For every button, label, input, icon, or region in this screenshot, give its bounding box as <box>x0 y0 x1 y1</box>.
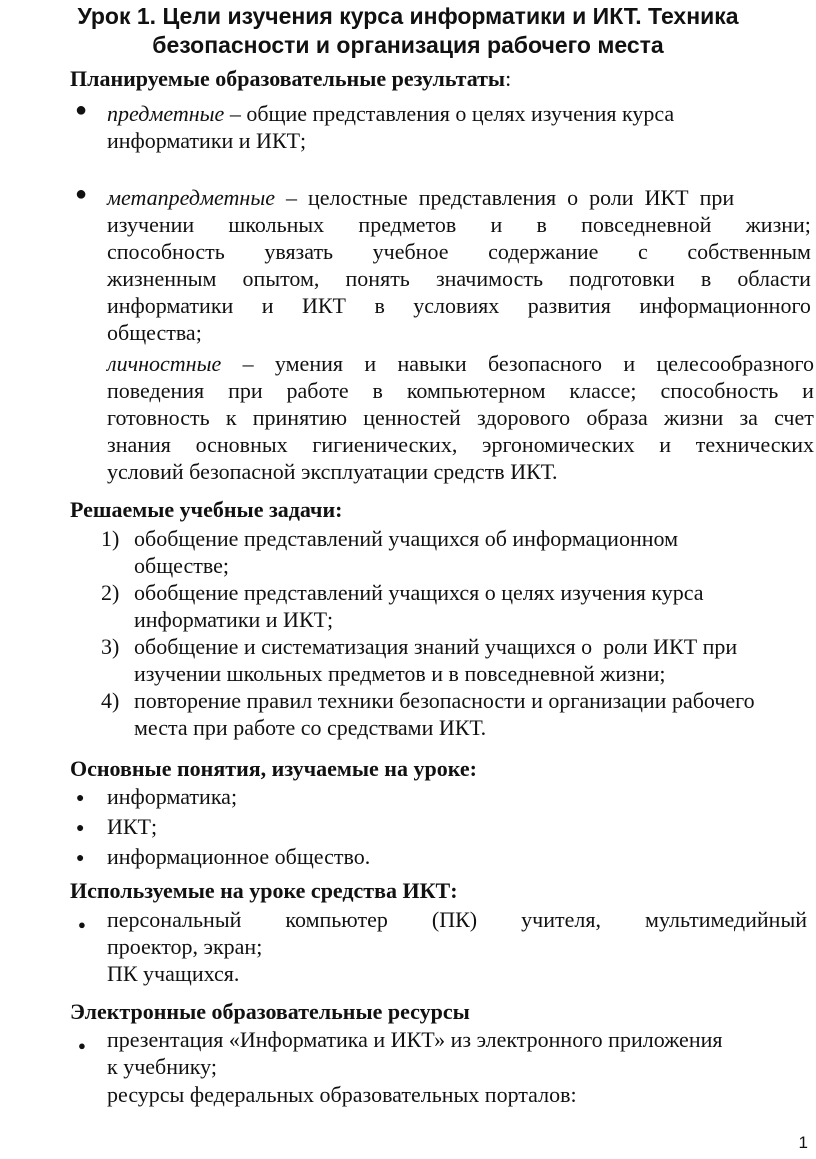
concept-item: информационное общество. <box>107 844 371 869</box>
metasubject-line-6: общества; <box>107 320 202 345</box>
word: и <box>490 212 503 237</box>
word: технических <box>695 432 814 457</box>
word: учебное <box>372 239 449 264</box>
word: гигиенических, <box>312 432 458 457</box>
bullet-icon: ● <box>78 917 86 932</box>
ict-tools-heading: Используемые на уроке средства ИКТ: <box>70 878 458 903</box>
word: готовность <box>107 405 210 430</box>
word: жизни; <box>745 212 811 237</box>
word: развития <box>527 293 611 318</box>
task-item: повторение правил техники безопасности и организации рабочего <box>134 688 755 713</box>
resources-line-2: к учебнику; <box>107 1054 217 1079</box>
word: информатики <box>107 293 234 318</box>
word: принятию <box>252 405 348 430</box>
ict-tools-line-1 <box>107 906 807 933</box>
ict-tools-line-3: ПК учащихся. <box>107 961 240 986</box>
word: увязать <box>264 239 334 264</box>
concept-item: ИКТ; <box>107 814 158 839</box>
word: классе; <box>569 378 637 403</box>
subject-outcome-cont: информатики и ИКТ; <box>107 128 307 153</box>
word: эргономических <box>482 432 635 457</box>
word: в <box>700 266 712 291</box>
word: и <box>659 432 672 457</box>
subject-outcome: предметные – общие представления о целях изучения курса <box>107 101 675 126</box>
personal-line-4 <box>107 431 814 458</box>
concept-item: информатика; <box>107 784 238 809</box>
resources-heading: Электронные образовательные ресурсы <box>70 999 470 1024</box>
word: способность <box>107 239 225 264</box>
concepts-heading: Основные понятия, изучаемые на уроке: <box>70 756 477 781</box>
word: счет <box>774 405 814 430</box>
word: в <box>372 378 383 403</box>
word: ценностей <box>363 405 461 430</box>
bullet-icon: ● <box>76 851 85 866</box>
word: предметов <box>358 212 457 237</box>
personal-line-5: условий безопасной эксплуатации средств ИКТ. <box>107 459 558 484</box>
word: в <box>536 212 547 237</box>
word: знания <box>107 432 171 457</box>
word: жизни <box>664 405 724 430</box>
task-item-cont: изучении школьных предметов и в повседневной жизни; <box>134 661 666 686</box>
word: учителя, <box>521 907 601 932</box>
metasubject-line-3 <box>107 238 811 265</box>
page-title <box>0 2 816 60</box>
metasubject-line-4 <box>107 265 811 292</box>
word: целесообразного <box>656 351 814 376</box>
word: собственным <box>687 239 811 264</box>
word: поведения <box>107 378 205 403</box>
word: значимость <box>435 266 544 291</box>
metasubject-line-2 <box>107 211 811 238</box>
word: с <box>638 239 648 264</box>
word: повседневной <box>581 212 712 237</box>
word: и <box>802 378 814 403</box>
task-item-cont: обществе; <box>134 553 229 578</box>
word: образа <box>586 405 648 430</box>
word: навыки <box>397 351 467 376</box>
word: (ПК) <box>431 907 478 932</box>
bullet-icon: ● <box>76 791 85 806</box>
task-item-cont: информатики и ИКТ; <box>134 607 334 632</box>
task-item-cont: места при работе со средствами ИКТ. <box>134 715 487 740</box>
title-line-1: Урок 1. Цели изучения курса информатики и ИКТ. Техника <box>77 3 739 29</box>
word: школьных <box>228 212 325 237</box>
resources-line-3: ресурсы федеральных образовательных порталов: <box>107 1082 577 1107</box>
word: содержание <box>488 239 599 264</box>
word: работе <box>286 378 349 403</box>
word: за <box>739 405 758 430</box>
task-number: 3) <box>101 634 120 659</box>
word: безопасного <box>487 351 603 376</box>
word: компьютерном <box>406 378 546 403</box>
outcomes-heading: Планируемые образовательные результаты: <box>70 66 512 91</box>
personal-term: личностные <box>107 351 222 376</box>
word: опытом, <box>242 266 320 291</box>
word: мультимедийный <box>645 907 807 932</box>
word: в <box>374 293 385 318</box>
bullet-icon: ● <box>75 99 88 121</box>
resources-line-1: презентация «Информатика и ИКТ» из электронного приложения <box>107 1027 723 1052</box>
task-item: обобщение и систематизация знаний учащихся о роли ИКТ при <box>134 634 738 659</box>
metasubject-line-5 <box>107 292 811 319</box>
metasubject-outcome: метапредметные – целостные представления о роли ИКТ при <box>107 185 735 210</box>
ict-tools-line-2: проектор, экран; <box>107 934 263 959</box>
personal-outcome <box>107 350 814 377</box>
bullet-icon: ● <box>76 821 85 836</box>
word: – <box>242 351 254 376</box>
bullet-icon: ● <box>78 1038 86 1053</box>
page-number: 1 <box>798 1133 808 1152</box>
word: при <box>228 378 263 403</box>
task-item: обобщение представлений учащихся об информационном <box>134 526 679 551</box>
word: основных <box>195 432 288 457</box>
bullet-icon: ● <box>75 183 88 205</box>
word: здорового <box>476 405 571 430</box>
word: и <box>364 351 377 376</box>
task-number: 1) <box>101 526 120 551</box>
word: и <box>261 293 274 318</box>
word: способность <box>660 378 779 403</box>
word: условиях <box>413 293 500 318</box>
word: умения <box>274 351 343 376</box>
word: жизненным <box>107 266 217 291</box>
word: к <box>225 405 237 430</box>
tasks-heading: Решаемые учебные задачи: <box>70 497 343 522</box>
personal-line-3 <box>107 404 814 431</box>
task-number: 4) <box>101 688 120 713</box>
word: персональный <box>107 907 242 932</box>
word: изучении <box>107 212 195 237</box>
word: понять <box>345 266 410 291</box>
title-line-2: безопасности и организация рабочего места <box>152 32 664 58</box>
personal-line-2 <box>107 377 814 404</box>
task-number: 2) <box>101 580 120 605</box>
word: информационного <box>639 293 811 318</box>
word: ИКТ <box>301 293 346 318</box>
word: подготовки <box>569 266 675 291</box>
task-item: обобщение представлений учащихся о целях изучения курса <box>134 580 704 605</box>
word: компьютер <box>285 907 388 932</box>
word: и <box>623 351 636 376</box>
word: области <box>737 266 811 291</box>
